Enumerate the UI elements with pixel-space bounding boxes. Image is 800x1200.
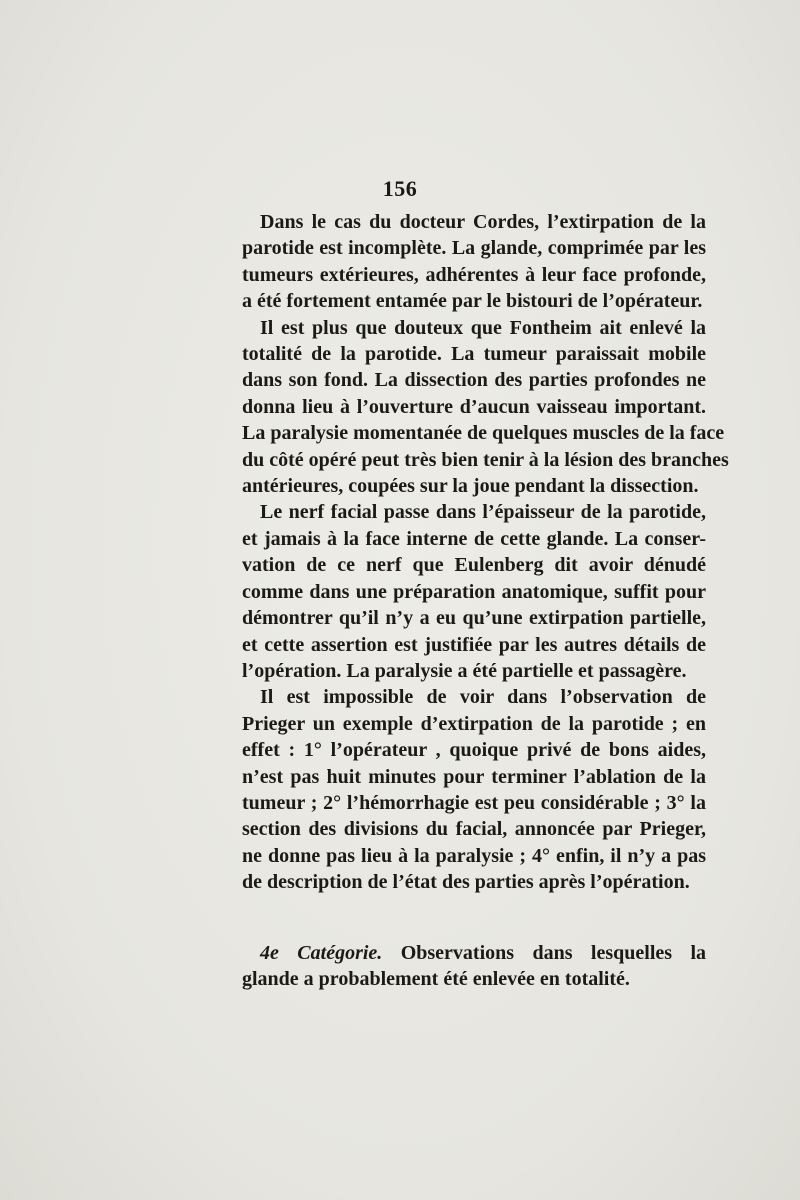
body-text — [242, 209, 729, 896]
text-line: La paralysie momentanée de quelques muscles de la face — [242, 422, 725, 445]
text-line: vation de ce nerf que Eulenberg dit avoir dénudé — [242, 554, 706, 577]
paragraph-1 — [242, 209, 706, 315]
paragraph-4 — [242, 684, 706, 895]
text-line: Il est plus que douteux que Fontheim ait enlevé la — [260, 316, 706, 339]
text-line: et jamais à la face interne de cette glande. La conser- — [242, 527, 706, 550]
text-line: parotide est incomplète. La glande, comprimée par les — [242, 237, 706, 260]
text-line: tumeur ; 2° l’hémorrhagie est peu considérable ; 3° la — [242, 791, 706, 814]
category-heading: 4e Catégorie. — [260, 942, 383, 964]
category-section — [242, 940, 706, 993]
text-line: donna lieu à l’ouverture d’aucun vaisseau important. — [242, 395, 706, 418]
text-line: tumeurs extérieures, adhérentes à leur face profonde, — [242, 263, 706, 286]
text-line: ne donne pas lieu à la paralysie ; 4° enfin, il n’y a pas — [242, 844, 706, 867]
text-line: de description de l’état des parties après l’opération. — [242, 871, 690, 894]
section-text: Observations dans lesquelles la — [400, 942, 707, 964]
text-line: démontrer qu’il n’y a eu qu’une extirpation partielle, — [242, 607, 706, 630]
text-line: dans son fond. La dissection des parties profondes ne — [242, 369, 706, 392]
text-line: Prieger un exemple d’extirpation de la parotide ; en — [242, 712, 706, 735]
text-line: comme dans une préparation anatomique, suffit pour — [242, 580, 706, 603]
text-line: du côté opéré peut très bien tenir à la lésion des branches — [242, 448, 729, 471]
text-line: section des divisions du facial, annoncée par Prieger, — [242, 818, 706, 841]
section-first-line — [242, 940, 706, 966]
text-line: effet : 1° l’opérateur , quoique privé de bons aides, — [242, 739, 706, 762]
text-line: Dans le cas du docteur Cordes, l’extirpation de la — [260, 211, 706, 233]
text-line: Le nerf facial passe dans l’épaisseur de la parotide, — [260, 501, 706, 524]
paragraph-2 — [242, 315, 729, 500]
text-line: antérieures, coupées sur la joue pendant la dissection. — [242, 475, 699, 498]
text-line: Il est impossible de voir dans l’observation de — [260, 686, 706, 709]
paragraph-3 — [242, 499, 706, 684]
text-line: n’est pas huit minutes pour terminer l’ablation de la — [242, 765, 706, 788]
text-line: l’opération. La paralysie a été partielle et passagère. — [242, 659, 687, 682]
text-line: glande a probablement été enlevée en totalité. — [242, 968, 630, 991]
page-number: 156 — [382, 176, 418, 201]
text-line: totalité de la parotide. La tumeur paraissait mobile — [242, 343, 706, 366]
text-line: et cette assertion est justifiée par les autres détails de — [242, 633, 706, 656]
text-line: a été fortement entamée par le bistouri de l’opérateur. — [242, 290, 703, 313]
